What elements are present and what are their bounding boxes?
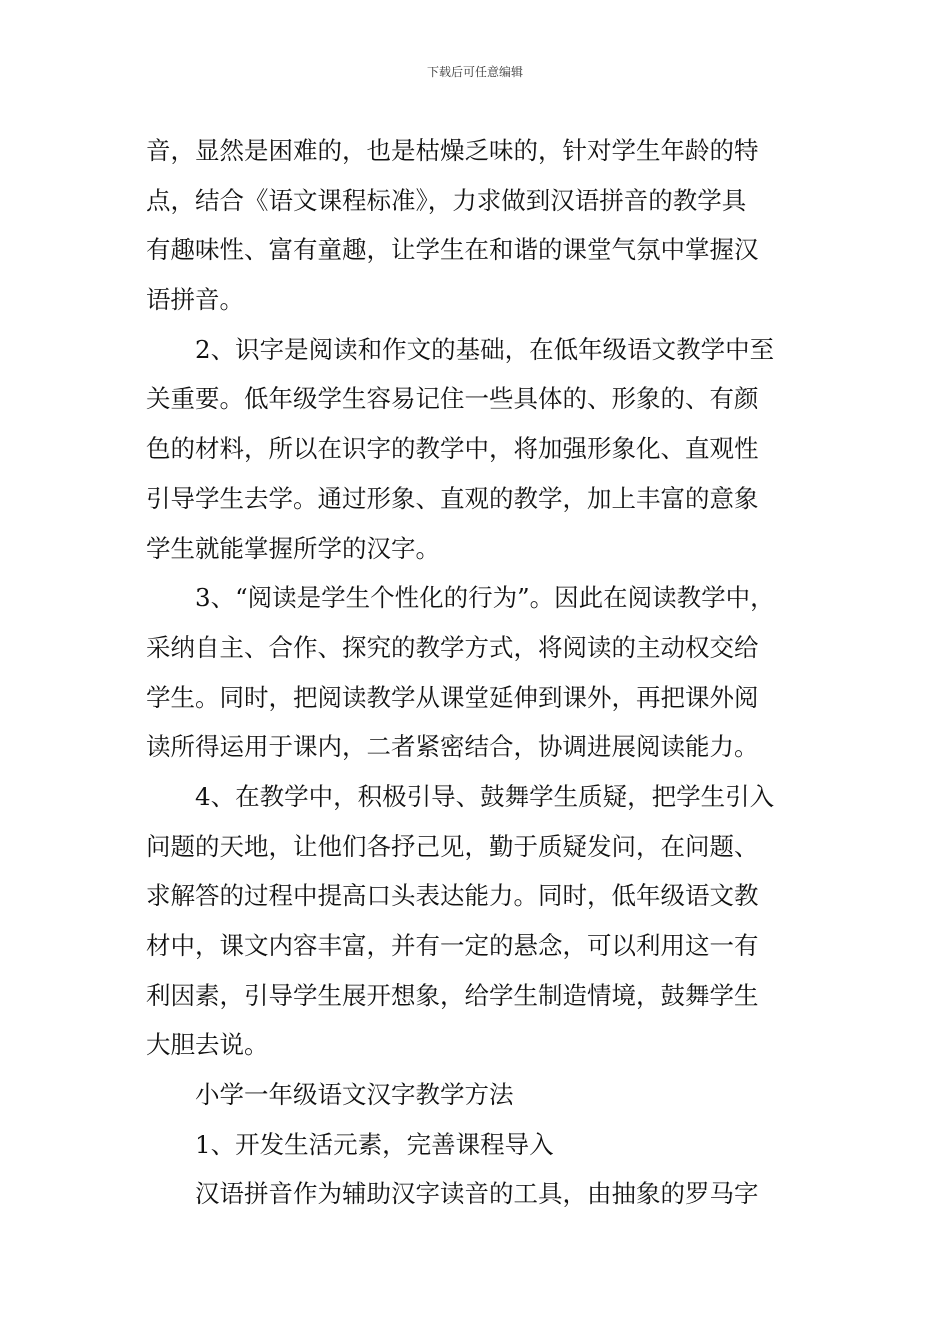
text-line: 学生就能掌握所学的汉字。 xyxy=(146,533,440,563)
text-line: 大胆去说。 xyxy=(146,1030,269,1060)
text-line: 音，显然是困难的，也是枯燥乏味的，针对学生年龄的特 xyxy=(146,136,759,165)
text-line: 小学一年级语文汉字教学方法 xyxy=(195,1080,514,1110)
text-line: 汉语拼音作为辅助汉字读音的工具，由抽象的罗马字 xyxy=(195,1179,759,1209)
text-line: 点，结合《语文课程标准》，力求做到汉语拼音的教学具 xyxy=(146,185,747,215)
text-line: 材中，课文内容丰富，并有一定的悬念，可以利用这一有 xyxy=(146,931,759,960)
page-header: 下载后可任意编辑 xyxy=(426,65,523,79)
text-line: 求解答的过程中提高口头表达能力。同时，低年级语文教 xyxy=(146,881,759,911)
text-line: 2、识字是阅读和作文的基础，在低年级语文教学中至 xyxy=(195,334,775,364)
text-line: 利因素，引导学生展开想象，给学生制造情境，鼓舞学生 xyxy=(146,980,759,1010)
text-line: 3、“阅读是学生个性化的行为”。因此在阅读教学中， xyxy=(195,583,775,613)
text-line: 采纳自主、合作、探究的教学方式，将阅读的主动权交给 xyxy=(146,632,759,662)
text-line: 4、在教学中，积极引导、鼓舞学生质疑，把学生引入 xyxy=(195,781,775,811)
text-line: 读所得运用于课内，二者紧密结合，协调进展阅读能力。 xyxy=(146,732,759,762)
text-line: 色的材料，所以在识字的教学中，将加强形象化、直观性 xyxy=(146,434,759,464)
document-body xyxy=(146,126,810,1219)
text-line: 引导学生去学。通过形象、直观的教学，加上丰富的意象 xyxy=(146,483,759,513)
text-line: 关重要。低年级学生容易记住一些具体的、形象的、有颜 xyxy=(146,384,759,414)
text-line: 语拼音。 xyxy=(146,285,244,315)
text-line: 有趣味性、富有童趣，让学生在和谐的课堂气氛中掌握汉 xyxy=(146,235,759,265)
text-line: 问题的天地，让他们各抒己见，勤于质疑发问，在问题、 xyxy=(146,831,759,861)
text-line: 1、开发生活元素，完善课程导入 xyxy=(195,1129,554,1159)
text-line: 学生。同时，把阅读教学从课堂延伸到课外，再把课外阅 xyxy=(146,682,759,712)
